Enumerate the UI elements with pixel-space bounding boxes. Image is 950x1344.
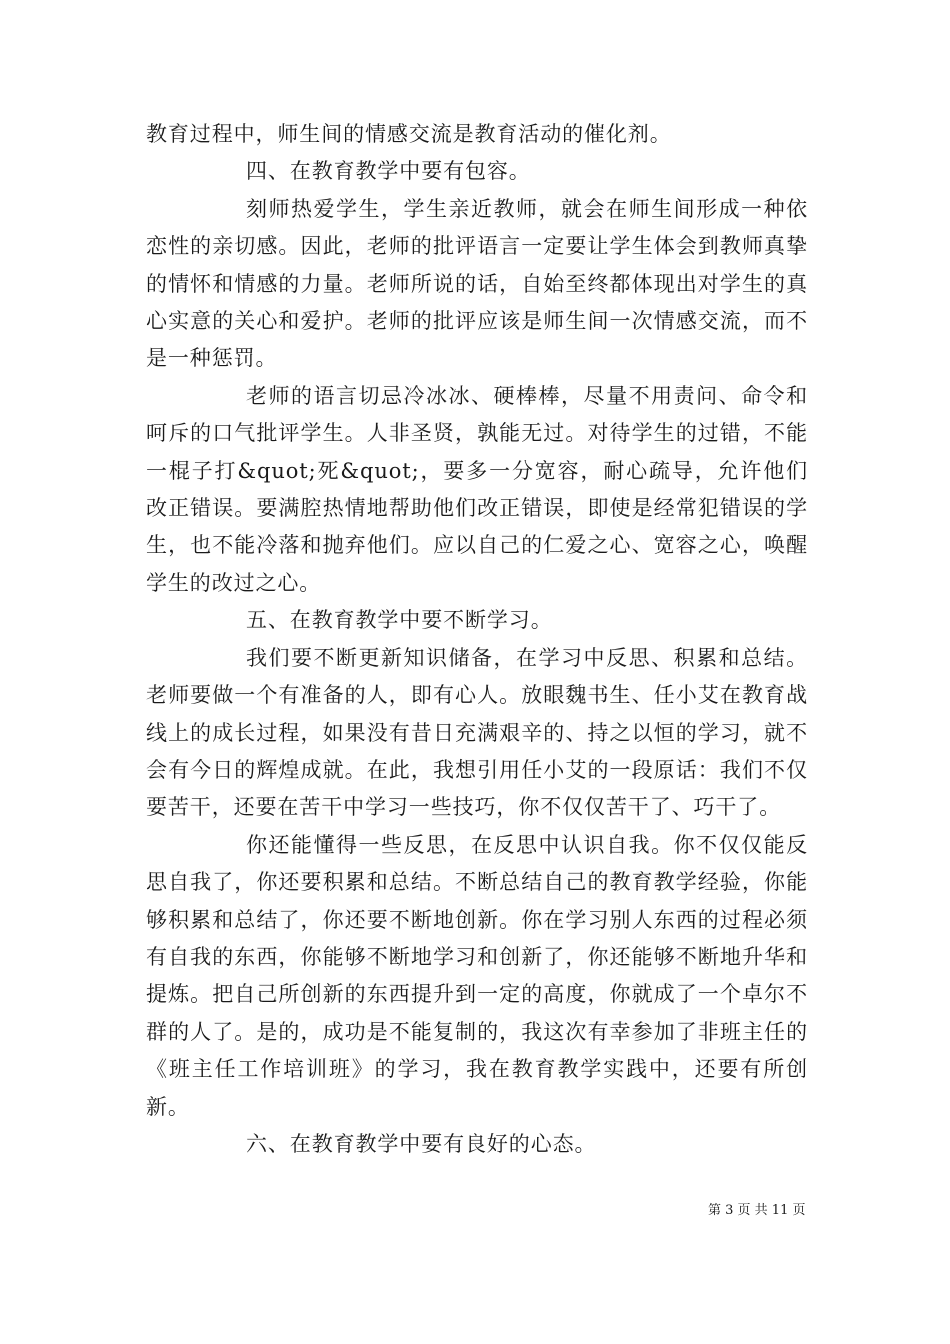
paragraph-3: 老师的语言切忌冷冰冰、硬棒棒，尽量不用责问、命令和呵斥的口气批评学生。人非圣贤，孰能无过。对待学生的过错，不能一棍子打&quot;死&quot;，要多一分宽容，耐心疏导，允许他们改正错误。要满腔热情地帮助他们改正错误，即使是经常犯错误的学生，也不能冷落和抛弃他们。应以自己的仁爱之心、宽容之心，唤醒学生的改过之心。	[146, 383, 808, 595]
section-heading-4: 四、在教育教学中要有包容。	[246, 159, 531, 184]
document-body	[146, 116, 808, 1163]
section-heading-6: 六、在教育教学中要有良好的心态。	[246, 1131, 597, 1156]
paragraph-2: 刻师热爱学生，学生亲近教师，就会在师生间形成一种依恋性的亲切感。因此，老师的批评语言一定要让学生体会到教师真挚的情怀和情感的力量。老师所说的话，自始至终都体现出对学生的真心实意的关心和爱护。老师的批评应该是师生间一次情感交流，而不是一种惩罚。	[146, 196, 808, 371]
page-number-footer: 第 3 页 共 11 页	[708, 1203, 806, 1218]
paragraph-4: 我们要不断更新知识储备，在学习中反思、积累和总结。老师要做一个有准备的人，即有心人。放眼魏书生、任小艾在教育战线上的成长过程，如果没有昔日充满艰辛的、持之以恒的学习，就不会有今日的辉煌成就。在此，我想引用任小艾的一段原话：我们不仅要苦干，还要在苦干中学习一些技巧，你不仅仅苦干了、巧干了。	[146, 645, 808, 820]
paragraph-5: 你还能懂得一些反思，在反思中认识自我。你不仅仅能反思自我了，你还要积累和总结。不断总结自己的教育教学经验，你能够积累和总结了，你还要不断地创新。你在学习别人东西的过程必须有自我的东西，你能够不断地学习和创新了，你还能够不断地升华和提炼。把自己所创新的东西提升到一定的高度，你就成了一个卓尔不群的人了。是的，成功是不能复制的，我这次有幸参加了非班主任的《班主任工作培训班》的学习，我在教育教学实践中，还要有所创新。	[146, 832, 808, 1119]
section-heading-5: 五、在教育教学中要不断学习。	[246, 608, 553, 633]
paragraph-1: 教育过程中，师生间的情感交流是教育活动的催化剂。	[146, 122, 672, 146]
